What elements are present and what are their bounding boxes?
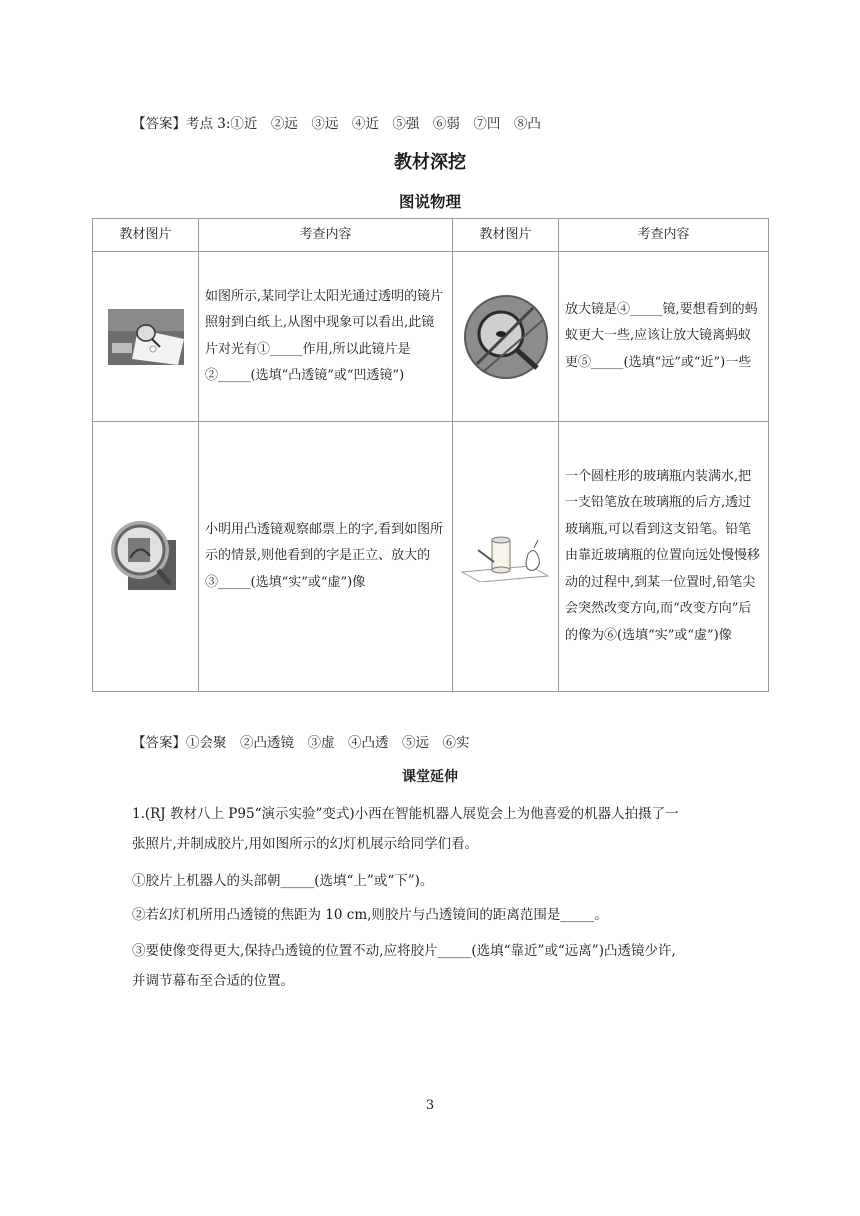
figure-cell	[453, 422, 559, 692]
figure-cell	[93, 252, 199, 422]
answer-line-table: 【答案】①会聚 ②凸透镜 ③虚 ④凸透 ⑤远 ⑥实	[132, 735, 470, 751]
magnifier-ant-photo	[463, 294, 549, 380]
sub-question-continuation: 并调节幕布至合适的位置。	[132, 973, 294, 989]
question-cell	[199, 252, 453, 422]
question-stem-line: 张照片,并制成胶片,用如图所示的幻灯机展示给同学们看。	[132, 836, 479, 852]
question-text: 小明用凸透镜观察邮票上的字,看到如图所示的情景,则他看到的字是正立、放大的③_____(选填“实”或“虚”)像	[205, 521, 444, 590]
subsection-heading: 图说物理	[398, 193, 461, 211]
question-text: 如图所示,某同学让太阳光通过透明的镜片照射到白纸上,从图中现象可以看出,此镜片对光有①_____作用,所以此镜片是②_____(选填“凸透镜”或“凹透镜”)	[205, 288, 444, 383]
question-text: 一个圆柱形的玻璃瓶内装满水,把一支铅笔放在玻璃瓶的后方,透过玻璃瓶,可以看到这支铅笔。铅笔由靠近玻璃瓶的位置向远处慢慢移动的过程中,到某一位置时,铅笔尖会突然改变方向,而“改变方向”后的像为⑥(选填“实”或“虚”)像	[565, 468, 761, 643]
question-cell	[559, 252, 769, 422]
table-row	[93, 252, 769, 422]
extension-heading: 课堂延伸	[402, 769, 458, 785]
figure-cell	[453, 252, 559, 422]
column-header: 教材图片	[453, 219, 559, 252]
question-cell	[199, 422, 453, 692]
table-header-row	[93, 219, 769, 252]
column-header: 考查内容	[559, 219, 769, 252]
question-stem-line: 1.(RJ 教材八上 P95“演示实验”变式)小西在智能机器人展览会上为他喜爱的机器人拍摄了一	[132, 806, 679, 822]
sub-question: ①胶片上机器人的头部朝_____(选填“上”或“下”)。	[132, 873, 434, 889]
table-row	[93, 422, 769, 692]
bottle-pencil-diagram	[460, 532, 552, 582]
column-header: 考查内容	[199, 219, 453, 252]
column-header: 教材图片	[93, 219, 199, 252]
sunlight-lens-photo	[108, 309, 184, 365]
textbook-figure-table	[92, 218, 769, 692]
page-number: 3	[425, 1098, 435, 1113]
section-heading: 教材深挖	[394, 152, 466, 173]
sub-question: ③要使像变得更大,保持凸透镜的位置不动,应将胶片_____(选填“靠近”或“远离”)凸透镜少许,	[132, 943, 676, 959]
magnifier-stamp-photo	[108, 518, 184, 596]
answer-line-top: 【答案】考点 3:①近 ②远 ③远 ④近 ⑤强 ⑥弱 ⑦凹 ⑧凸	[132, 116, 541, 132]
question-cell	[559, 422, 769, 692]
sub-question: ②若幻灯机所用凸透镜的焦距为 10 cm,则胶片与凸透镜间的距离范围是_____。	[132, 907, 608, 923]
figure-cell	[93, 422, 199, 692]
question-text: 放大镜是④_____镜,要想看到的蚂蚁更大一些,应该让放大镜离蚂蚁更⑤_____(选填“远”或“近”)一些	[565, 301, 758, 370]
